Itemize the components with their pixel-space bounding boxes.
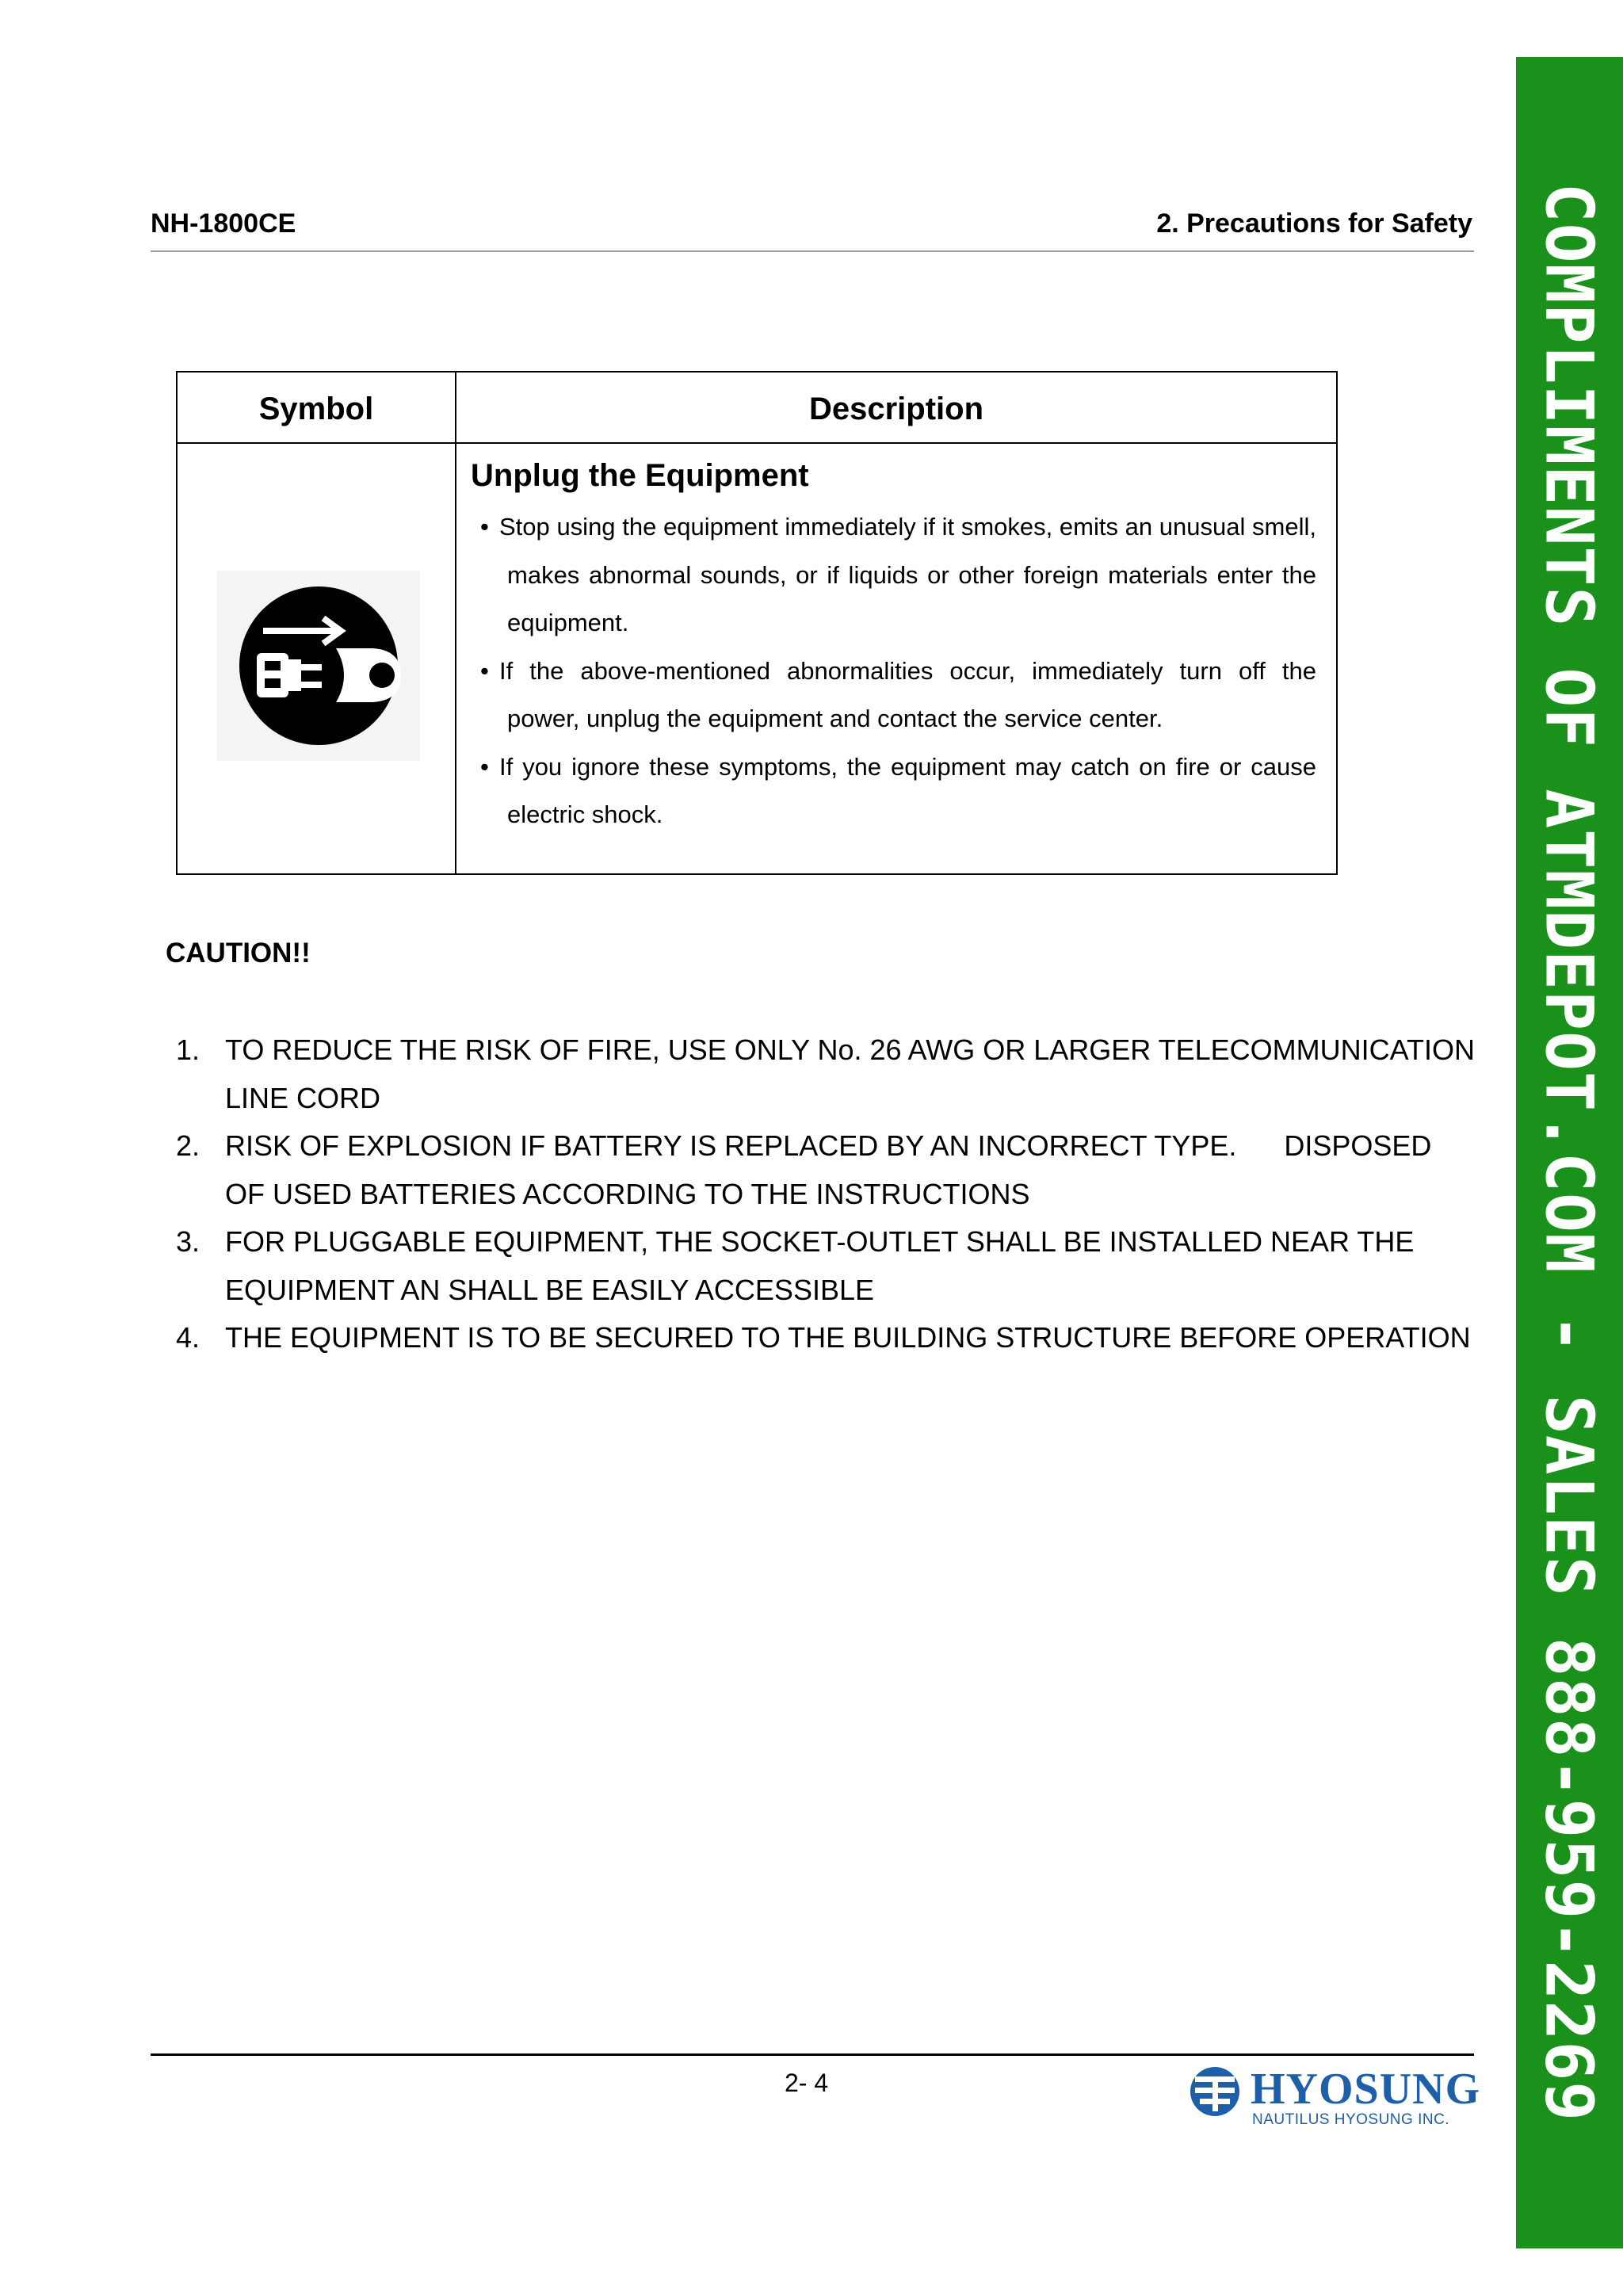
unplug-icon [217,571,420,761]
symbol-table [176,371,1338,875]
document-model: NH-1800CE [151,208,296,239]
section-title: 2. Precautions for Safety [1156,208,1472,239]
caution-item: 2. RISK OF EXPLOSION IF BATTERY IS REPLACED BY AN INCORRECT TYPE. DISPOSED OF USED BATTERIES ACCORDING TO THE INSTRUCTIONS [176,1129,1440,1210]
table-column-divider [455,372,456,873]
header-divider [151,250,1474,252]
caution-item: 1. TO REDUCE THE RISK OF FIRE, USE ONLY No. 26 AWG OR LARGER TELECOMMUNICATION LINE CORD [176,1033,1475,1114]
hyosung-logo [1189,2061,1481,2132]
logo-subtitle: NAUTILUS HYOSUNG INC. [1252,2111,1450,2128]
footer-divider [151,2053,1474,2056]
column-header-description: Description [808,392,984,426]
bullet-item: • Stop using the equipment immediately if it smokes, emits an unusual smell, makes abnormal sounds, or if liquids or other foreign materials enter the equipment. [480,513,1316,636]
description-bullets [480,503,1316,839]
caution-list [176,1026,1476,1362]
page-number: 2- 4 [785,2069,829,2097]
watermark-text: COMPLIMENTS OF ATMDEPOT.COM - SALES 888-959-2269 [1530,182,1608,2122]
row-title: Unplug the Equipment [471,458,809,493]
bullet-item: • If you ignore these symptoms, the equipment may catch on fire or cause electric shock. [480,752,1316,828]
caution-item: 3. FOR PLUGGABLE EQUIPMENT, THE SOCKET-OUTLET SHALL BE INSTALLED NEAR THE EQUIPMENT AN SHALL BE EASILY ACCESSIBLE [176,1225,1415,1306]
hyosung-logo-mark [1189,2065,1241,2118]
logo-wordmark: HYOSUNG [1251,2065,1481,2114]
table-header-divider [178,442,1336,444]
column-header-symbol: Symbol [258,392,374,426]
caution-item: 4. THE EQUIPMENT IS TO BE SECURED TO THE BUILDING STRUCTURE BEFORE OPERATION [176,1321,1471,1354]
caution-heading: CAUTION!! [166,938,311,968]
bullet-item: • If the above-mentioned abnormalities occur, immediately turn off the power, unplug the equipment and contact the service center. [480,656,1316,732]
